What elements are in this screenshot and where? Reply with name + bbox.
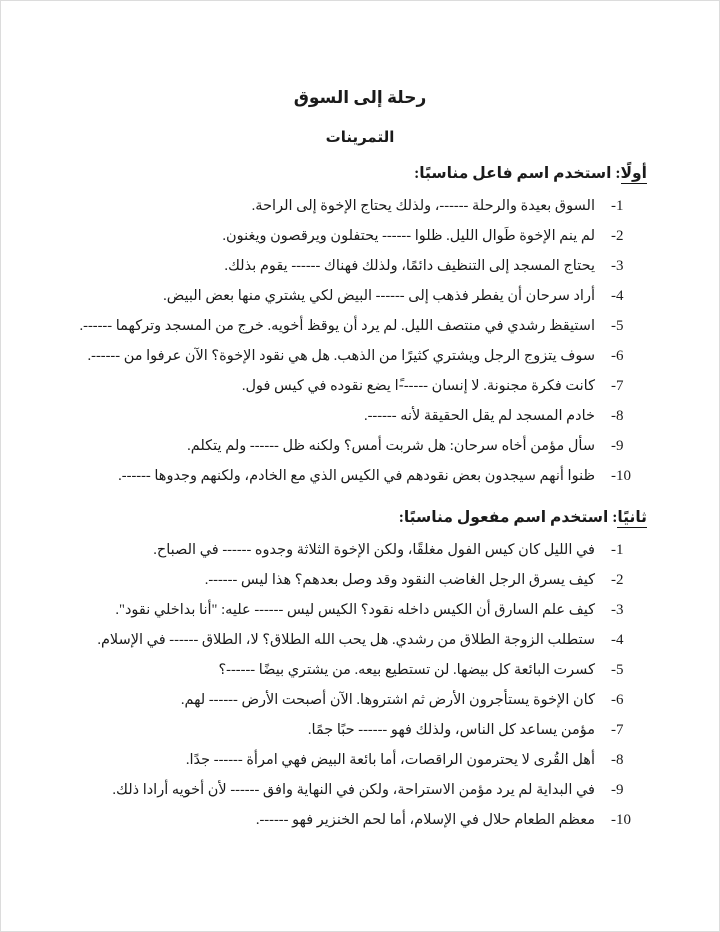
- exercise-list: [73, 191, 647, 491]
- exercise-section: [73, 163, 647, 491]
- item-text: كيف علم السارق أن الكيس داخله نقود؟ الكيس ليس ------ عليه: "أنا بداخلي نقود".: [115, 602, 595, 618]
- item-number: 6-: [611, 348, 624, 364]
- exercise-item: [73, 341, 647, 371]
- item-text: سوف يتزوج الرجل ويشتري كثيرًا من الذهب. هل هي نقود الإخوة؟ الآن عرفوا من ------.: [87, 348, 595, 364]
- exercise-item: [73, 595, 647, 625]
- exercise-item: [73, 775, 647, 805]
- exercise-item: [73, 745, 647, 775]
- item-text: كانت فكرة مجنونة. لا إنسان ------ًا يضع نقوده في كيس فول.: [241, 378, 595, 394]
- exercise-item: [73, 565, 647, 595]
- exercise-item: [73, 715, 647, 745]
- page-title: رحلة إلى السوق: [293, 88, 427, 107]
- exercise-item: [73, 371, 647, 401]
- exercise-item: [73, 281, 647, 311]
- exercise-item: [73, 461, 647, 491]
- sections-container: [73, 163, 647, 835]
- item-number: 7-: [611, 722, 624, 738]
- item-text: يحتاج المسجد إلى التنظيف دائمًا، ولذلك فهناك ------ يقوم بذلك.: [224, 258, 595, 274]
- exercise-item: [73, 685, 647, 715]
- item-text: لم ينم الإخوة طَوال الليل. ظلوا ------ يحتفلون ويرقصون ويغنون.: [222, 228, 595, 244]
- section-heading: [73, 163, 647, 185]
- exercise-section: [73, 507, 647, 835]
- item-text: في البداية لم يرد مؤمن الاستراحة، ولكن في النهاية وافق ------ لأن أخويه أرادا ذلك.: [112, 782, 595, 798]
- exercise-item: [73, 625, 647, 655]
- item-text: السوق بعيدة والرحلة ------، ولذلك يحتاج الإخوة إلى الراحة.: [251, 198, 595, 214]
- item-text: استيقظ رشدي في منتصف الليل. لم يرد أن يوقظ أخويه. خرج من المسجد وتركهما ------.: [79, 318, 595, 334]
- item-text: مؤمن يساعد كل الناس، ولذلك فهو ------ حبًا جمًا.: [307, 722, 595, 738]
- item-number: 9-: [611, 438, 624, 454]
- section-heading-ordinal: أولًا: [620, 165, 647, 182]
- section-heading: [73, 507, 647, 529]
- item-number: 5-: [611, 662, 624, 678]
- item-number: 2-: [611, 228, 624, 244]
- item-text: أراد سرحان أن يفطر فذهب إلى ------ البيض لكي يشتري منها بعض البيض.: [163, 288, 595, 304]
- section-heading-ordinal: ثانيًا: [617, 509, 647, 526]
- item-text: خادم المسجد لم يقل الحقيقة لأنه ------.: [363, 408, 595, 424]
- item-text: معظم الطعام حلال في الإسلام، أما لحم الخنزير فهو ------.: [255, 812, 595, 828]
- section-heading-text: : استخدم اسم مفعول مناسبًا:: [398, 509, 618, 526]
- item-number: 2-: [611, 572, 624, 588]
- exercise-item: [73, 655, 647, 685]
- item-number: 4-: [611, 632, 624, 648]
- item-text: كان الإخوة يستأجرون الأرض ثم اشتروها. الآن أصبحت الأرض ------ لهم.: [180, 692, 595, 708]
- item-number: 3-: [611, 602, 624, 618]
- item-text: في الليل كان كيس الفول مغلقًا، ولكن الإخوة الثلاثة وجدوه ------ في الصباح.: [153, 542, 595, 558]
- item-text: أهل القُرى لا يحترمون الراقصات، أما بائعة البيض فهي امرأة ------ جدًا.: [185, 752, 595, 768]
- item-text: سأل مؤمن أخاه سرحان: هل شربت أمس؟ ولكنه ظل ------ ولم يتكلم.: [187, 438, 595, 454]
- exercise-item: [73, 311, 647, 341]
- exercise-item: [73, 431, 647, 461]
- page-subtitle: التمرينات: [325, 130, 395, 146]
- item-number: 7-: [611, 378, 624, 394]
- item-number: 8-: [611, 752, 624, 768]
- item-number: 9-: [611, 782, 624, 798]
- exercise-item: [73, 221, 647, 251]
- exercise-item: [73, 535, 647, 565]
- item-text: كسرت البائعة كل بيضها. لن تستطيع بيعه. من يشتري بيضًا ------؟: [218, 662, 595, 678]
- item-text: ستطلب الزوجة الطلاق من رشدي. هل يحب الله الطلاق؟ لا، الطلاق ------ في الإسلام.: [97, 632, 595, 648]
- item-text: كيف يسرق الرجل الغاضب النقود وقد وصل بعدهم؟ هذا ليس ------.: [204, 572, 595, 588]
- item-number: 10-: [611, 812, 631, 828]
- item-number: 3-: [611, 258, 624, 274]
- item-number: 10-: [611, 468, 631, 484]
- item-number: 5-: [611, 318, 624, 334]
- item-number: 1-: [611, 542, 624, 558]
- item-number: 6-: [611, 692, 624, 708]
- item-number: 4-: [611, 288, 624, 304]
- exercise-item: [73, 191, 647, 221]
- section-heading-text: : استخدم اسم فاعل مناسبًا:: [414, 165, 621, 182]
- item-number: 8-: [611, 408, 624, 424]
- exercise-item: [73, 805, 647, 835]
- item-text: ظنوا أنهم سيجدون بعض نقودهم في الكيس الذي مع الخادم، ولكنهم وجدوها ------.: [118, 468, 595, 484]
- exercise-list: [73, 535, 647, 835]
- exercise-item: [73, 251, 647, 281]
- exercise-item: [73, 401, 647, 431]
- item-number: 1-: [611, 198, 624, 214]
